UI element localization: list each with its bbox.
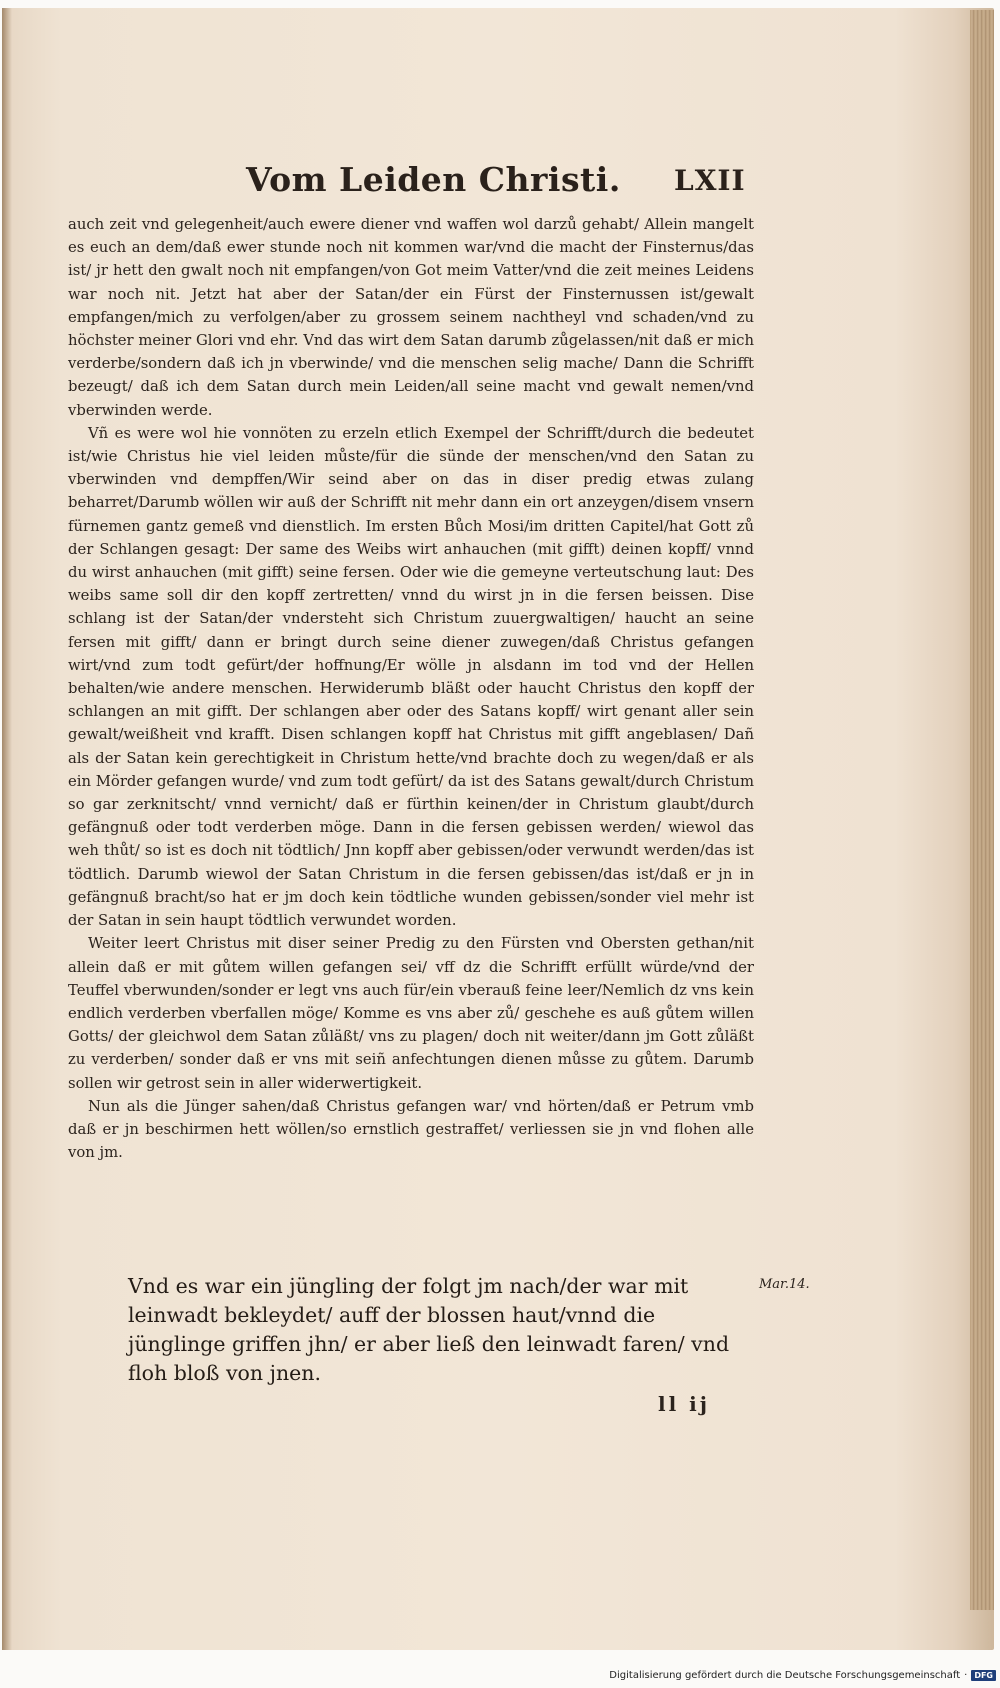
- paragraph: auch zeit vnd gelegenheit/auch ewere diener vnd waffen wol darzů gehabt/ Allein mangelt es euch an dem/daß ewer stunde noch nit kommen war/vnd die macht der Finsternus/das ist/ jr hett den gwalt noch nit empfangen/von Got meim Vatter/vnd die zeit meines Leidens war noch nit. Jetzt hat aber der Satan/der ein Fürst der Finsternussen ist/gewalt empfangen/mich zu verfolgen/aber zu grossem seinem nachtheyl vnd schaden/vnd zu höchster meiner Glori vnd ehr. Vnd das wirt dem Satan darumb zůgelassen/nit daß er mich verderbe/sondern daß ich jn vberwinde/ vnd die menschen selig mache/ Dann die Schrifft bezeugt/ daß ich dem Satan durch mein Leiden/all seine macht vnd gewalt nemen/vnd vberwinden werde.: [68, 216, 754, 419]
- paragraph: Weiter leert Christus mit diser seiner Predig zu den Fürsten vnd Obersten gethan/nit allein daß er mit gůtem willen gefangen sei/ vff dz die Schrifft erfüllt würde/vnd der Teuffel vberwunden/sonder er legt vns auch für/ein vberauß feine leer/Nemlich dz vns kein endlich verderben vberfallen möge/ Komme es vns aber zů/ geschehe es auß gůtem willen Gotts/ der gleichwol dem Satan zůläßt/ vns zu plagen/ doch nit weiter/dann jm Gott zůläßt zu verderben/ sonder daß er vns mit seiñ anfechtungen dienen můsse zu gůtem. Darumb sollen wir getrost sein in aller widerwertigkeit.: [68, 935, 754, 1092]
- page-edges: [970, 10, 994, 1610]
- paragraph: Vñ es were wol hie vonnöten zu erzeln etlich Exempel der Schrifft/durch die bedeutet ist/wie Christus hie viel leiden můste/für die sünde der menschen/vnd den Satan zu vberwinden vnd dempffen/Wir seind aber on das in diser predig etwas zulang beharret/Darumb wöllen wir auß der Schrifft nit mehr dann ein ort anzeygen/disem vnsern fürnemen gantz gemeß vnd dienstlich. Im ersten Bůch Mosi/im dritten Capitel/hat Gott zů der Schlangen gesagt: Der same des Weibs wirt anhauchen (mit gifft) deinen kopff/ vnnd du wirst anhauchen (mit gifft) seine fersen. Oder wie die gemeyne verteutschung laut: Des weibs same soll dir den kopff zertretten/ vnnd du wirst jn in die fersen beissen. Dise schlang ist der Satan/der vndersteht sich Christum zuuergwaltigen/ haucht an seine fersen mit gifft/ dann er bringt durch seine diener zuwegen/daß Christus gefangen wirt/vnd zum todt gefürt/der hoffnung/Er wölle jn alsdann im tod vnd der Hellen behalten/wie andere menschen. Herwiderumb bläßt oder haucht Christus den kopff der schlangen an mit gifft. Der schlangen aber oder des Satans kopff/ wirt genant aller sein gewalt/weißheit vnd krafft. Disen schlangen kopff hat Christus mit gifft angeblasen/ Dañ als der Satan kein gerechtigkeit in Christum hette/vnd brachte doch zu wegen/daß er als ein Mörder gefangen wurde/ vnd zum todt gefürt/ da ist des Satans gewalt/durch Christum so gar zerknitscht/ vnnd vernicht/ daß er fürthin keinen/der in Christum glaubt/durch gefängnuß oder todt verderben möge. Dann in die fersen gebissen werden/ wiewol das weh thůt/ so ist es doch nit tödtlich/ Jnn kopff aber gebissen/oder verwundt werden/das ist tödtlich. Darumb wiewol der Satan Christum in die fersen gebissen/das ist/daß er jn in gefängnuß bracht/so hat er jm doch kein tödtliche wunden gebissen/sonder viel mehr ist der Satan in sein haupt tödtlich verwundet worden.: [68, 424, 754, 930]
- scripture-quote: Vnd es war ein jüngling der folgt jm nach/der war mit leinwadt bekleydet/ auff der blossen haut/vnnd die jünglinge griffen jhn/ er aber ließ den leinwadt faren/ vnd floh bloß von jnen.: [128, 1274, 730, 1385]
- body-text: [68, 213, 754, 1164]
- signature-mark: ll ij: [658, 1392, 710, 1416]
- dfg-logo-icon[interactable]: DFG: [971, 1670, 996, 1681]
- gutter-shadow: [2, 8, 12, 1650]
- paragraph: Nun als die Jünger sahen/daß Christus gefangen war/ vnd hörten/daß er Petrum vmb daß er jn beschirmen hett wöllen/so ernstlich gestraffet/ verliessen sie jn vnd flohen alle von jm.: [68, 1097, 754, 1162]
- digitization-footer: Digitalisierung gefördert durch die Deutsche Forschungsgemeinschaft · DFG: [600, 1670, 996, 1681]
- margin-reference: Mar.14.: [759, 1277, 810, 1292]
- running-head: Vom Leiden Christi.: [246, 160, 621, 199]
- folio-number: LXII: [674, 164, 746, 197]
- footer-credit: Digitalisierung gefördert durch die Deutsche Forschungsgemeinschaft: [609, 1670, 961, 1681]
